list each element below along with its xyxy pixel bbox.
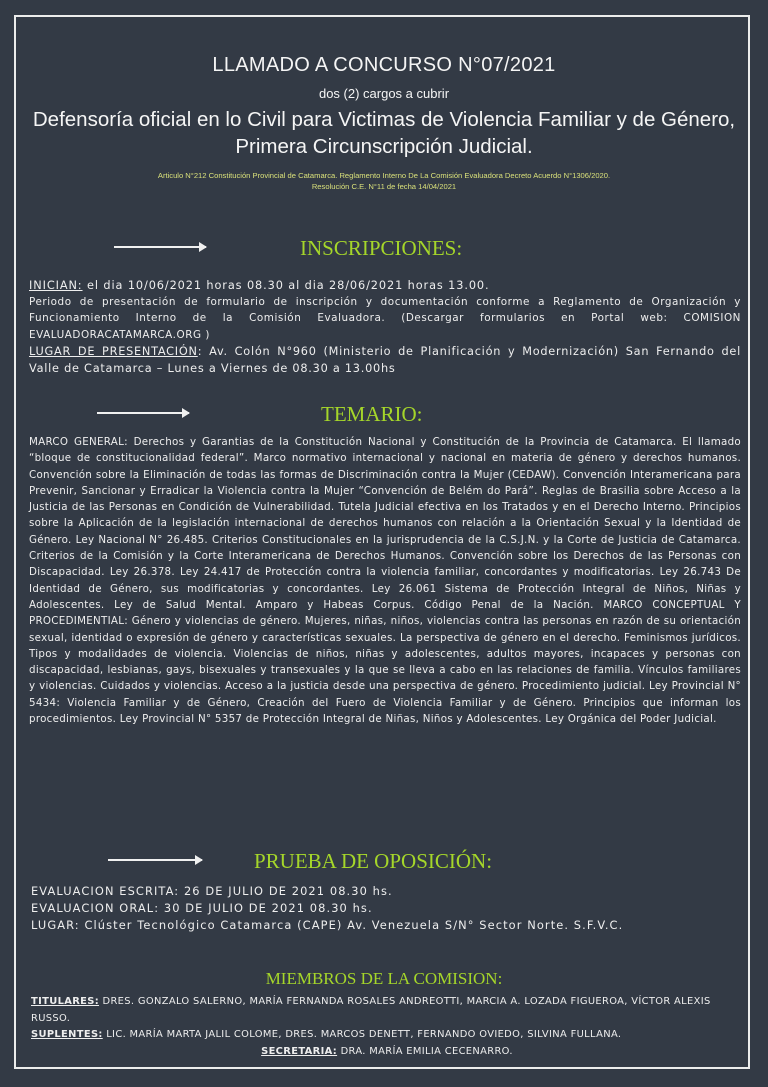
position-title-line-2: Primera Circunscripción Judicial. bbox=[235, 135, 533, 158]
page-subtitle: dos (2) cargos a cubrir bbox=[318, 86, 450, 101]
prueba-lugar: LUGAR: Clúster Tecnológico Catamarca (CAPE) Av. Venezuela S/N° Sector Norte. S.F.V.C. bbox=[31, 918, 624, 932]
section-heading-temario: TEMARIO: bbox=[321, 402, 423, 426]
arrow-right-icon bbox=[114, 246, 206, 248]
prueba-section bbox=[31, 883, 743, 934]
legal-reference-line-1: Articulo N°212 Constitución Provincial de Catamarca. Reglamento Interno De La Comisión Evaluadora Decreto Acuerdo N°1306/2020. bbox=[157, 171, 611, 180]
lugar-text: : Av. Colón N°960 (Ministerio de Planificación y Modernización) San Fernando del Valle de Catamarca – Lunes a Viernes de 08.30 a 13.00hs bbox=[29, 345, 742, 376]
secretaria-text: DRA. MARÍA EMILIA CECENARRO. bbox=[337, 1045, 513, 1057]
page-title: LLAMADO A CONCURSO N°07/2021 bbox=[212, 54, 556, 76]
secretaria-label: SECRETARIA: bbox=[261, 1045, 338, 1057]
temario-body: MARCO GENERAL: Derechos y Garantias de la Constitución Nacional y Constitución de la Provincia de Catamarca. El llamado “bloque de constitucionalidad federal”. Marco normativo internacional y nacional en materia de género y derechos humanos. Convención sobre la Eliminación de todas las formas de Discriminación contra la Mujer (CEDAW). Convención Interamericana para Prevenir, Sancionar y Erradicar la Violencia contra la Mujer “Convención de Belém do Pará”. Reglas de Brasilia sobre Acceso a la Justicia de las Personas en Condición de Vulnerabilidad. Tutela Judicial efectiva en los Tratados y en el Derecho Interno. Principios sobre la Aplicación de la legislación internacional de derechos humanos con relación a la Orientación Sexual y la Identidad de Género. Ley Nacional N° 26.485. Criterios Constitucionales en la jurisprudencia de la C.S.J.N. y la Corte de Justicia de Catamarca. Criterios de la Comisión y la Corte Interamericana de Derechos Humanos. Convención sobre los Derechos de las Personas con Discapacidad. Ley 26.378. Ley 24.417 de Protección contra la violencia familiar, concordantes y modificatorias. Ley 26.743 De Identidad de Género, sus modificatorias y concordantes. Ley 26.061 Sistema de Protección Integral de Niños, Niñas y Adolescentes. Ley de Salud Mental. Amparo y Habeas Corpus. Código Penal de la Nación. MARCO CONCEPTUAL Y PROCEDIMENTIAL: Género y violencias de género. Mujeres, niñas, niños, violencias contra las personas en razón de su orientación sexual, identidad o expresión de género y características sexuales. La perspectiva de género en el derecho. Feminismos jurídicos. Tipos y modalidades de violencia. Violencias de niños, niñas y adolescentes, adultos mayores, incapaces y personas con discapacidad, lesbianas, gays, bisexuales y transexuales y la que se lleva a cabo en las relaciones de familia. Vínculos familiares y violencias. Cuidados y violencias. Acceso a la justicia desde una perspectiva de género. Procedimiento judicial. Ley Provincial N° 5434: Violencia Familiar y de Género, Creación del Fuero de Violencia Familiar y de Género. Principios que informan los procedimientos. Ley Provincial N° 5357 de Protección Integral de Niñas, Niños y Adolescentes. Ley Orgánica del Poder Judicial. bbox=[29, 436, 741, 726]
inscripciones-section bbox=[29, 277, 741, 377]
lugar-line bbox=[29, 343, 741, 377]
position-title bbox=[0, 106, 768, 160]
legal-reference-line-2: Resolución C.E. N°11 de fecha 14/04/2021 bbox=[311, 182, 457, 191]
titulares-text: DRES. GONZALO SALERNO, MARÍA FERNANDA ROSALES ANDREOTTI, MARCIA A. LOZADA FIGUEROA, VÍCTOR ALEXIS RUSSO. bbox=[31, 996, 711, 1024]
position-title-line-1: Defensoría oficial en lo Civil para Victimas de Violencia Familiar y de Género, bbox=[32, 108, 736, 131]
suplentes-line bbox=[31, 1027, 743, 1044]
secretaria-line bbox=[31, 1044, 743, 1061]
suplentes-text: LIC. MARÍA MARTA JALIL COLOME, DRES. MARCOS DENETT, FERNANDO OVIEDO, SILVINA FULLANA. bbox=[102, 1029, 622, 1040]
legal-reference bbox=[0, 170, 768, 192]
section-heading-prueba: PRUEBA DE OPOSICIÓN: bbox=[254, 849, 493, 873]
inician-label: INICIAN: bbox=[29, 279, 83, 292]
suplentes-label: SUPLENTES: bbox=[31, 1029, 103, 1040]
evaluacion-escrita: EVALUACION ESCRITA: 26 DE JULIO DE 2021 08.30 hs. bbox=[31, 884, 393, 898]
titulares-line bbox=[31, 994, 743, 1027]
lugar-label: LUGAR DE PRESENTACIÓN bbox=[29, 345, 198, 359]
arrow-right-icon bbox=[97, 412, 189, 414]
arrow-right-icon bbox=[108, 859, 202, 861]
titulares-label: TITULARES: bbox=[31, 996, 100, 1007]
miembros-section bbox=[31, 994, 743, 1060]
periodo-text: Periodo de presentación de formulario de inscripción y documentación conforme a Reglamento de Organización y Funcionamiento Interno de la Comisión Evaluadora. (Descargar formularios en Portal web: COMISION EVALUADORACATAMARCA.ORG ) bbox=[29, 296, 741, 341]
inician-text: el dia 10/06/2021 horas 08.30 al dia 28/06/2021 horas 13.00. bbox=[82, 279, 490, 292]
inician-line bbox=[29, 277, 741, 294]
evaluacion-oral: EVALUACION ORAL: 30 DE JULIO DE 2021 08.30 hs. bbox=[31, 901, 373, 915]
section-heading-inscripciones: INSCRIPCIONES: bbox=[300, 236, 463, 260]
section-heading-miembros: MIEMBROS DE LA COMISION: bbox=[265, 969, 503, 988]
